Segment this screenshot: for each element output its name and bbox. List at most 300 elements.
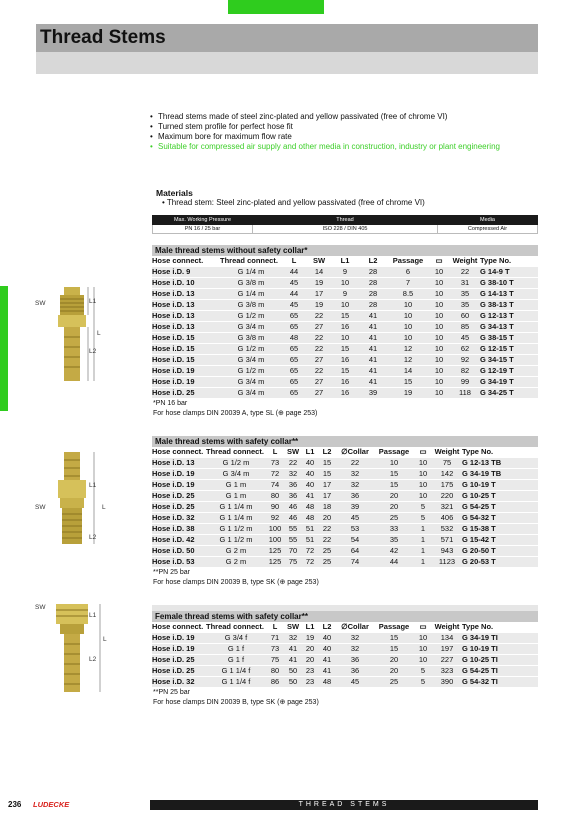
- table-cell: 54: [336, 535, 374, 546]
- table-cell: G 3/8 m: [220, 278, 282, 289]
- col-header: L1: [302, 622, 318, 633]
- table-cell: 22: [306, 344, 332, 355]
- table-cell: Hose i.D. 25: [152, 502, 206, 513]
- table-cell: 118: [450, 388, 480, 399]
- feature-item: • Thread stems made of steel zinc-plated and yellow passivated (free of chrome VI): [150, 112, 550, 122]
- table-cell: 28: [358, 289, 388, 300]
- table-cell: 51: [302, 524, 318, 535]
- table-cell: Hose i.D. 13: [152, 300, 220, 311]
- clamp-note: For hose clamps DIN 20039 B, type SK (⊕ page 253): [153, 699, 319, 706]
- table-cell: 32: [336, 633, 374, 644]
- table-row: [152, 502, 538, 513]
- table-cell: Hose i.D. 42: [152, 535, 206, 546]
- l1-label: L1: [89, 298, 97, 305]
- table-cell: 28: [358, 300, 388, 311]
- table-cell: 20: [318, 513, 336, 524]
- table-cell: 7: [388, 278, 428, 289]
- table-row: [152, 267, 538, 278]
- table-cell: 10: [414, 644, 432, 655]
- table-row: [152, 469, 538, 480]
- table-cell: Hose i.D. 25: [152, 655, 206, 666]
- table-cell: 10: [388, 333, 428, 344]
- table-cell: 943: [432, 546, 462, 557]
- table-cell: 41: [318, 655, 336, 666]
- section-title: Female thread stems with safety collar**: [152, 611, 538, 622]
- table-cell: 65: [282, 355, 306, 366]
- table-cell: 42: [374, 546, 414, 557]
- table-row: [152, 513, 538, 524]
- table-cell: 10: [428, 333, 450, 344]
- male-stem-collar-image: [30, 450, 110, 550]
- col-header: SW: [284, 622, 302, 633]
- table-cell: 16: [332, 377, 358, 388]
- table-cell: 27: [306, 322, 332, 333]
- table-cell: 10: [332, 333, 358, 344]
- table-cell: 35: [450, 300, 480, 311]
- l-label: L: [103, 636, 107, 643]
- table-cell: G 3/4 m: [220, 377, 282, 388]
- table-cell: 10: [428, 311, 450, 322]
- type-number-cell: G 34-15 T: [480, 355, 538, 366]
- table-cell: G 3/4 m: [220, 322, 282, 333]
- table-row: [152, 524, 538, 535]
- table-cell: 16: [332, 355, 358, 366]
- table-cell: 45: [282, 300, 306, 311]
- table-row: [152, 300, 538, 311]
- table-row: [152, 677, 538, 688]
- table-cell: G 1 m: [206, 491, 266, 502]
- table-cell: 32: [284, 633, 302, 644]
- table-row: [152, 666, 538, 677]
- table-cell: 48: [282, 333, 306, 344]
- table-cell: 40: [318, 633, 336, 644]
- table-cell: 72: [302, 546, 318, 557]
- col-header: Thread connect.: [206, 447, 266, 458]
- table-cell: 10: [414, 633, 432, 644]
- table-cell: 10: [428, 344, 450, 355]
- table-row: [152, 480, 538, 491]
- sw-label: SW: [35, 604, 46, 611]
- table-cell: 18: [318, 502, 336, 513]
- table-cell: 22: [284, 458, 302, 469]
- table-cell: Hose i.D. 13: [152, 311, 220, 322]
- table-row: [152, 535, 538, 546]
- table-cell: 10: [428, 355, 450, 366]
- table-cell: 16: [332, 322, 358, 333]
- specs-value-cell: PN 16 / 25 bar: [153, 225, 253, 234]
- table-cell: 65: [282, 311, 306, 322]
- table-cell: 35: [374, 535, 414, 546]
- table-cell: 32: [336, 480, 374, 491]
- table-cell: 321: [432, 502, 462, 513]
- table-row: [152, 333, 538, 344]
- table-cell: G 1 1/2 m: [206, 535, 266, 546]
- table-cell: 125: [266, 557, 284, 568]
- table-row: [152, 644, 538, 655]
- table-cell: 10: [332, 300, 358, 311]
- type-number-cell: G 15-38 T: [462, 524, 538, 535]
- table-cell: 75: [432, 458, 462, 469]
- table-cell: 1: [414, 524, 432, 535]
- title-strip: [36, 24, 538, 52]
- type-number-cell: G 12-15 T: [480, 344, 538, 355]
- table-cell: G 1 1/4 f: [206, 677, 266, 688]
- table-cell: Hose i.D. 19: [152, 469, 206, 480]
- table-cell: 10: [332, 278, 358, 289]
- table-cell: 48: [302, 513, 318, 524]
- table-cell: 55: [284, 524, 302, 535]
- col-header: L2: [358, 256, 388, 267]
- table-cell: 17: [306, 289, 332, 300]
- col-header: L1: [302, 447, 318, 458]
- table-row: [152, 557, 538, 568]
- table-cell: 36: [336, 491, 374, 502]
- table-cell: 41: [358, 322, 388, 333]
- table-cell: 45: [450, 333, 480, 344]
- table-cell: G 3/4 f: [206, 633, 266, 644]
- table-cell: 72: [302, 557, 318, 568]
- section-male-no-collar: [152, 245, 538, 419]
- feature-list: [150, 112, 550, 152]
- pressure-note: *PN 16 bar: [153, 400, 188, 407]
- table-cell: 28: [358, 278, 388, 289]
- table-cell: 9: [332, 289, 358, 300]
- feature-item: • Maximum bore for maximum flow rate: [150, 132, 550, 142]
- table-cell: 40: [302, 458, 318, 469]
- table-cell: 10: [428, 289, 450, 300]
- table-cell: 23: [302, 666, 318, 677]
- table-cell: 45: [336, 677, 374, 688]
- table-cell: 27: [306, 355, 332, 366]
- table-cell: 35: [450, 289, 480, 300]
- table-cell: 10: [388, 300, 428, 311]
- table-cell: 9: [332, 267, 358, 278]
- table-cell: 70: [284, 546, 302, 557]
- header-accent-tab: [228, 0, 324, 14]
- table-cell: 36: [336, 666, 374, 677]
- table-cell: 45: [336, 513, 374, 524]
- table-cell: 50: [284, 677, 302, 688]
- table-cell: 75: [284, 557, 302, 568]
- l2-label: L2: [89, 348, 97, 355]
- feature-item: • Turned stem profile for perfect hose fit: [150, 122, 550, 132]
- table-cell: G 1 1/2 m: [206, 524, 266, 535]
- table-cell: 73: [266, 458, 284, 469]
- table-cell: 532: [432, 524, 462, 535]
- table-cell: 23: [302, 677, 318, 688]
- table-cell: 20: [374, 502, 414, 513]
- table-cell: 32: [336, 469, 374, 480]
- table-cell: Hose i.D. 32: [152, 677, 206, 688]
- table-cell: 10: [428, 388, 450, 399]
- table-cell: Hose i.D. 13: [152, 458, 206, 469]
- table-cell: 41: [358, 377, 388, 388]
- table-cell: 15: [374, 644, 414, 655]
- type-number-cell: G 10-19 TI: [462, 644, 538, 655]
- table-row: [152, 289, 538, 300]
- table-cell: 65: [282, 344, 306, 355]
- table-cell: 51: [302, 535, 318, 546]
- table-cell: 40: [302, 469, 318, 480]
- table-cell: 8.5: [388, 289, 428, 300]
- type-number-cell: G 54-25 T: [462, 502, 538, 513]
- pressure-note: **PN 25 bar: [153, 569, 190, 576]
- product-table: [152, 256, 538, 399]
- col-header: SW: [284, 447, 302, 458]
- table-cell: 125: [266, 546, 284, 557]
- type-number-cell: G 38-15 T: [480, 333, 538, 344]
- type-number-cell: G 34-13 T: [480, 322, 538, 333]
- footer-section-label: THREAD STEMS: [150, 800, 538, 810]
- table-cell: Hose i.D. 19: [152, 480, 206, 491]
- table-cell: 15: [332, 366, 358, 377]
- table-cell: 220: [432, 491, 462, 502]
- table-cell: 27: [306, 388, 332, 399]
- table-cell: 14: [388, 366, 428, 377]
- table-cell: 25: [318, 546, 336, 557]
- table-cell: 28: [358, 267, 388, 278]
- table-cell: 39: [358, 388, 388, 399]
- table-row: [152, 322, 538, 333]
- pack-icon: ▭: [414, 622, 432, 633]
- materials-text: • Thread stem: Steel zinc-plated and yellow passivated (free of chrome VI): [162, 198, 425, 207]
- table-cell: G 1/2 m: [220, 344, 282, 355]
- table-cell: 19: [306, 278, 332, 289]
- table-cell: 46: [284, 513, 302, 524]
- section-female-collar: [152, 605, 538, 708]
- table-cell: 10: [428, 300, 450, 311]
- table-header-row: [152, 622, 538, 633]
- table-cell: 390: [432, 677, 462, 688]
- table-cell: G 3/4 m: [220, 355, 282, 366]
- table-cell: Hose i.D. 13: [152, 289, 220, 300]
- col-header: L: [266, 447, 284, 458]
- table-cell: 41: [358, 333, 388, 344]
- side-accent-bar: [0, 286, 8, 411]
- l1-label: L1: [89, 482, 97, 489]
- table-cell: 14: [306, 267, 332, 278]
- table-cell: 142: [432, 469, 462, 480]
- table-cell: 22: [306, 311, 332, 322]
- table-cell: Hose i.D. 25: [152, 666, 206, 677]
- l1-label: L1: [89, 612, 97, 619]
- col-header: Weight: [450, 256, 480, 267]
- table-cell: 65: [282, 322, 306, 333]
- product-table: [152, 622, 538, 688]
- table-cell: 31: [450, 278, 480, 289]
- table-cell: 10: [414, 655, 432, 666]
- table-cell: 20: [302, 655, 318, 666]
- table-header-row: [152, 447, 538, 458]
- col-header: ∅Collar: [336, 447, 374, 458]
- brand-logo: LUDECKE: [33, 800, 70, 809]
- table-cell: G 1 1/4 m: [206, 513, 266, 524]
- table-cell: 10: [428, 377, 450, 388]
- type-number-cell: G 10-25 T: [462, 491, 538, 502]
- table-cell: G 1/2 m: [206, 458, 266, 469]
- table-cell: 50: [284, 666, 302, 677]
- table-cell: 44: [282, 289, 306, 300]
- specs-value-cell: Compressed Air: [438, 225, 538, 234]
- table-cell: 99: [450, 377, 480, 388]
- specs-header-cell: Media: [438, 216, 538, 225]
- table-row: [152, 377, 538, 388]
- table-cell: 25: [374, 513, 414, 524]
- table-cell: Hose i.D. 19: [152, 377, 220, 388]
- table-cell: 41: [358, 344, 388, 355]
- type-number-cell: G 54-32 TI: [462, 677, 538, 688]
- table-cell: 5: [414, 502, 432, 513]
- table-cell: 90: [266, 502, 284, 513]
- table-cell: Hose i.D. 50: [152, 546, 206, 557]
- table-cell: 16: [332, 388, 358, 399]
- table-cell: 72: [266, 469, 284, 480]
- table-cell: G 2 m: [206, 546, 266, 557]
- type-number-cell: G 12-19 T: [480, 366, 538, 377]
- table-cell: 85: [450, 322, 480, 333]
- table-cell: 41: [358, 311, 388, 322]
- type-number-cell: G 12-13 TB: [462, 458, 538, 469]
- table-cell: 36: [284, 480, 302, 491]
- table-cell: 92: [450, 355, 480, 366]
- table-cell: 10: [414, 458, 432, 469]
- table-cell: 19: [306, 300, 332, 311]
- col-header: Type No.: [462, 447, 538, 458]
- table-cell: G 1/4 m: [220, 267, 282, 278]
- table-cell: 15: [332, 311, 358, 322]
- table-cell: 44: [282, 267, 306, 278]
- materials-heading: Materials: [156, 188, 193, 198]
- table-cell: G 3/4 m: [206, 469, 266, 480]
- table-cell: 44: [374, 557, 414, 568]
- table-cell: 10: [428, 267, 450, 278]
- table-row: [152, 546, 538, 557]
- table-row: [152, 633, 538, 644]
- col-header: ∅Collar: [336, 622, 374, 633]
- table-cell: 22: [306, 366, 332, 377]
- type-number-cell: G 20-50 T: [462, 546, 538, 557]
- table-row: [152, 491, 538, 502]
- section-title: Male thread stems with safety collar**: [152, 436, 538, 447]
- table-cell: 55: [284, 535, 302, 546]
- col-header: Type No.: [480, 256, 538, 267]
- table-cell: 10: [414, 480, 432, 491]
- sw-label: SW: [35, 300, 46, 307]
- table-cell: 571: [432, 535, 462, 546]
- table-cell: 12: [388, 355, 428, 366]
- table-cell: 27: [306, 377, 332, 388]
- specs-header-cell: Thread: [253, 216, 438, 225]
- table-cell: 74: [336, 557, 374, 568]
- table-cell: 1: [414, 535, 432, 546]
- table-cell: 15: [374, 633, 414, 644]
- table-cell: G 1 f: [206, 655, 266, 666]
- table-cell: 65: [282, 366, 306, 377]
- pressure-note: **PN 25 bar: [153, 689, 190, 696]
- table-cell: 25: [318, 557, 336, 568]
- table-cell: 10: [388, 311, 428, 322]
- col-header: Hose connect.: [152, 622, 206, 633]
- table-cell: 60: [450, 311, 480, 322]
- table-cell: Hose i.D. 25: [152, 388, 220, 399]
- table-cell: G 1/2 m: [220, 366, 282, 377]
- type-number-cell: G 54-25 TI: [462, 666, 538, 677]
- table-cell: 22: [336, 458, 374, 469]
- table-cell: 41: [358, 355, 388, 366]
- table-cell: G 2 m: [206, 557, 266, 568]
- table-cell: Hose i.D. 19: [152, 633, 206, 644]
- table-cell: 40: [302, 480, 318, 491]
- table-cell: 74: [266, 480, 284, 491]
- type-number-cell: G 34-25 T: [480, 388, 538, 399]
- feature-item: • Suitable for compressed air supply and other media in construction, industry or plant engineering: [150, 142, 550, 152]
- table-cell: 20: [374, 655, 414, 666]
- type-number-cell: G 34-19 T: [480, 377, 538, 388]
- table-cell: G 1 1/4 m: [206, 502, 266, 513]
- table-cell: 10: [374, 458, 414, 469]
- table-cell: 10: [414, 469, 432, 480]
- product-table: [152, 447, 538, 568]
- col-header: L: [282, 256, 306, 267]
- type-number-cell: G 10-19 T: [462, 480, 538, 491]
- table-cell: 175: [432, 480, 462, 491]
- table-cell: 41: [318, 666, 336, 677]
- table-cell: 15: [318, 458, 336, 469]
- table-cell: 22: [318, 535, 336, 546]
- table-cell: 73: [266, 644, 284, 655]
- table-cell: 65: [282, 377, 306, 388]
- table-cell: 62: [450, 344, 480, 355]
- table-row: [152, 355, 538, 366]
- table-cell: 406: [432, 513, 462, 524]
- table-cell: 22: [450, 267, 480, 278]
- col-header: L1: [332, 256, 358, 267]
- table-cell: Hose i.D. 15: [152, 344, 220, 355]
- table-cell: 20: [302, 644, 318, 655]
- table-row: [152, 388, 538, 399]
- table-cell: 40: [318, 644, 336, 655]
- type-number-cell: G 34-19 TB: [462, 469, 538, 480]
- table-cell: G 1 m: [206, 480, 266, 491]
- table-cell: 80: [266, 491, 284, 502]
- table-cell: 82: [450, 366, 480, 377]
- table-cell: 100: [266, 535, 284, 546]
- col-header: Weight: [432, 447, 462, 458]
- l2-label: L2: [89, 534, 97, 541]
- table-row: [152, 278, 538, 289]
- pack-icon: ▭: [414, 447, 432, 458]
- clamp-note: For hose clamps DIN 20039 B, type SK (⊕ page 253): [153, 579, 319, 586]
- table-cell: 65: [282, 388, 306, 399]
- table-cell: 32: [336, 644, 374, 655]
- table-cell: 197: [432, 644, 462, 655]
- table-cell: 41: [284, 655, 302, 666]
- table-cell: Hose i.D. 25: [152, 491, 206, 502]
- table-cell: Hose i.D. 19: [152, 644, 206, 655]
- col-header: Passage: [388, 256, 428, 267]
- table-cell: Hose i.D. 32: [152, 513, 206, 524]
- type-number-cell: G 38-13 T: [480, 300, 538, 311]
- col-header: SW: [306, 256, 332, 267]
- table-cell: G 3/4 m: [220, 388, 282, 399]
- title-band: [36, 24, 538, 74]
- table-header-row: [152, 256, 538, 267]
- table-cell: 15: [374, 469, 414, 480]
- l-label: L: [102, 504, 106, 511]
- table-cell: 17: [318, 491, 336, 502]
- col-header: Hose connect.: [152, 447, 206, 458]
- table-cell: Hose i.D. 13: [152, 322, 220, 333]
